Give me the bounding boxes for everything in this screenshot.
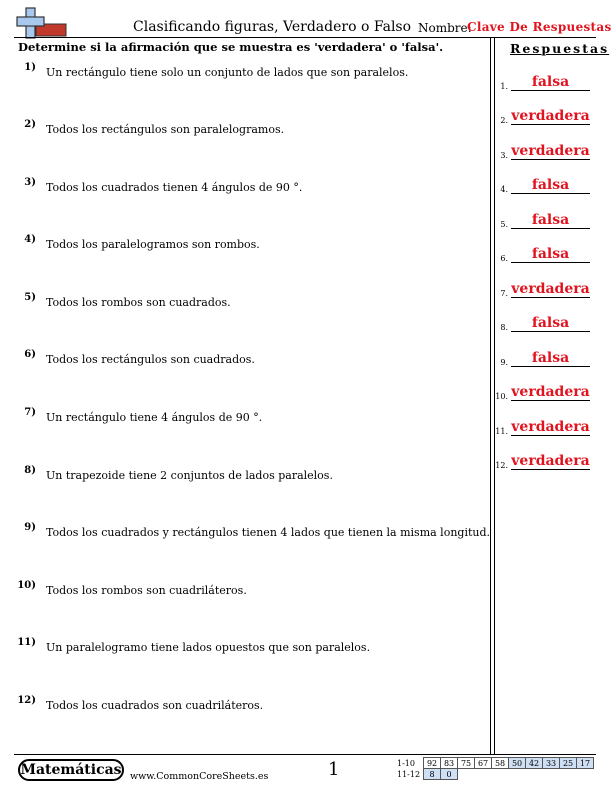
question-number: 12)	[17, 695, 36, 706]
question-number: 5)	[24, 292, 36, 303]
question-text: Todos los cuadrados son cuadriláteros.	[46, 699, 264, 712]
answer-value: falsa	[531, 315, 570, 331]
answer-value: verdadera	[511, 108, 590, 124]
answer-2	[494, 107, 598, 127]
question-text: Todos los cuadrados y rectángulos tienen 4 lados que tienen la misma longitud.	[46, 526, 491, 539]
answer-number: 10.	[495, 392, 508, 401]
score-row-label: 11-12	[397, 769, 421, 779]
answer-line	[511, 435, 590, 436]
answer-line	[511, 262, 590, 263]
answer-11	[494, 418, 598, 438]
answer-line	[511, 400, 590, 401]
score-cell: 17	[577, 758, 594, 769]
question-text: Todos los rectángulos son paralelogramos.	[46, 123, 285, 136]
name-label: Nombre:	[418, 21, 472, 35]
answer-number: 12.	[495, 461, 508, 470]
page-title: Clasificando figuras, Verdadero o Falso	[133, 19, 412, 35]
answer-value: falsa	[531, 350, 570, 366]
score-row-11-12	[396, 769, 594, 780]
question-number: 10)	[17, 580, 36, 591]
answer-4	[494, 176, 598, 196]
answer-value: verdadera	[511, 143, 590, 159]
answer-number: 11.	[495, 427, 508, 436]
question-text: Un trapezoide tiene 2 conjuntos de lados paralelos.	[46, 469, 333, 482]
footer-divider	[14, 754, 596, 755]
answer-line	[511, 228, 590, 229]
score-cell: 75	[458, 758, 475, 769]
answer-line	[511, 297, 590, 298]
answer-number: 3.	[500, 151, 508, 160]
question-number: 11)	[17, 637, 36, 648]
answer-number: 8.	[500, 323, 508, 332]
score-cell: 0	[441, 769, 458, 780]
score-cell: 25	[560, 758, 577, 769]
question-text: Todos los cuadrados tienen 4 ángulos de 90 °.	[46, 181, 303, 194]
answer-number: 6.	[500, 254, 508, 263]
answer-number: 9.	[500, 358, 508, 367]
answer-value: verdadera	[511, 453, 590, 469]
question-number: 1)	[24, 62, 36, 73]
question-number: 9)	[24, 522, 36, 533]
answer-line	[511, 469, 590, 470]
answer-number: 7.	[500, 289, 508, 298]
answer-value: verdadera	[511, 281, 590, 297]
plus-logo-icon	[16, 6, 72, 40]
page-number: 1	[328, 759, 340, 780]
site-url: www.CommonCoreSheets.es	[130, 771, 269, 782]
answer-10	[494, 383, 598, 403]
score-cell: 8	[424, 769, 441, 780]
question-text: Un rectángulo tiene solo un conjunto de lados que son paralelos.	[46, 66, 409, 79]
answer-1	[494, 73, 598, 93]
answer-line	[511, 331, 590, 332]
question-number: 2)	[24, 119, 36, 130]
answers-title: Respuestas	[510, 41, 610, 56]
instructions: Determine si la afirmación que se muestra es 'verdadera' o 'falsa'.	[18, 40, 444, 54]
question-text: Un rectángulo tiene 4 ángulos de 90 °.	[46, 411, 263, 424]
header-divider	[14, 37, 596, 38]
answer-8	[494, 314, 598, 334]
answer-9	[494, 349, 598, 369]
answer-12	[494, 452, 598, 472]
score-cell: 58	[492, 758, 509, 769]
question-number: 8)	[24, 465, 36, 476]
answer-line	[511, 90, 590, 91]
score-row-label: 1-10	[397, 758, 415, 768]
answer-value: falsa	[531, 177, 570, 193]
answer-number: 1.	[500, 82, 508, 91]
answer-value: falsa	[531, 246, 570, 262]
score-cell: 33	[543, 758, 560, 769]
answer-number: 2.	[500, 116, 508, 125]
question-number: 6)	[24, 349, 36, 360]
subject-badge: Matemáticas	[18, 759, 124, 781]
question-text: Un paralelogramo tiene lados opuestos que son paralelos.	[46, 641, 371, 654]
question-text: Todos los paralelogramos son rombos.	[46, 238, 260, 251]
answer-7	[494, 280, 598, 300]
question-number: 7)	[24, 407, 36, 418]
score-cell: 83	[441, 758, 458, 769]
score-cell: 50	[509, 758, 526, 769]
score-cell: 92	[424, 758, 441, 769]
answer-line	[511, 193, 590, 194]
question-text: Todos los rombos son cuadrados.	[46, 296, 231, 309]
answer-value: falsa	[531, 74, 570, 90]
score-table	[396, 757, 594, 780]
question-text: Todos los rombos son cuadriláteros.	[46, 584, 247, 597]
answer-value: verdadera	[511, 419, 590, 435]
answer-line	[511, 159, 590, 160]
score-cell: 67	[475, 758, 492, 769]
name-value: Clave De Respuestas	[467, 20, 612, 34]
answer-line	[511, 124, 590, 125]
question-number: 4)	[24, 234, 36, 245]
question-number: 3)	[24, 177, 36, 188]
answer-column-divider	[490, 37, 491, 754]
answer-number: 4.	[500, 185, 508, 194]
answer-3	[494, 142, 598, 162]
answer-value: falsa	[531, 212, 570, 228]
answer-line	[511, 366, 590, 367]
score-cell: 42	[526, 758, 543, 769]
score-row-1-10	[396, 758, 594, 769]
answer-number: 5.	[500, 220, 508, 229]
answer-6	[494, 245, 598, 265]
question-text: Todos los rectángulos son cuadrados.	[46, 353, 255, 366]
answer-5	[494, 211, 598, 231]
answer-value: verdadera	[511, 384, 590, 400]
